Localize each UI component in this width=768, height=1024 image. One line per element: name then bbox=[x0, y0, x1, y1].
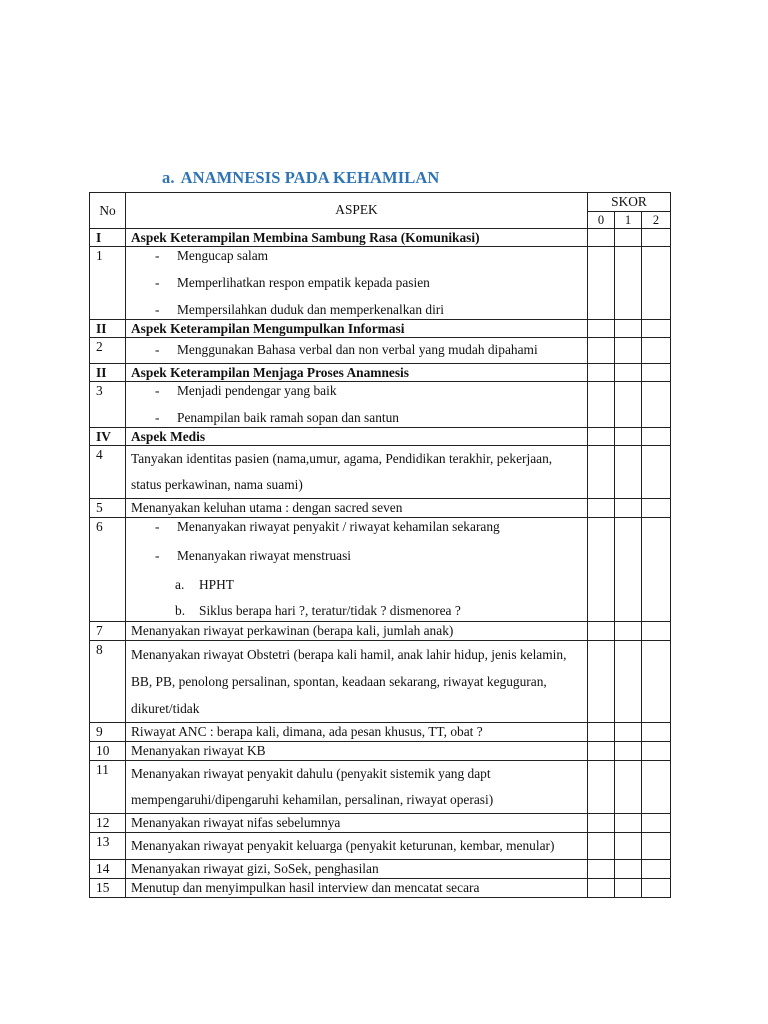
column-header-no: No bbox=[90, 193, 126, 229]
bullet-item: - Penampilan baik ramah sopan dan santun bbox=[131, 409, 582, 427]
row-number: 8 bbox=[90, 641, 126, 723]
row-number: 7 bbox=[90, 622, 126, 641]
score-cell-1[interactable] bbox=[615, 518, 642, 622]
score-cell-1[interactable] bbox=[615, 229, 642, 247]
row-content: Menanyakan riwayat gizi, SoSek, penghasilan bbox=[126, 860, 588, 879]
score-cell-2[interactable] bbox=[642, 338, 671, 364]
table-row bbox=[90, 723, 671, 742]
score-cell-0[interactable] bbox=[588, 814, 615, 833]
row-number: 1 bbox=[90, 247, 126, 320]
score-cell-1[interactable] bbox=[615, 364, 642, 382]
row-number: 9 bbox=[90, 723, 126, 742]
table-row bbox=[90, 879, 671, 898]
row-number: 15 bbox=[90, 879, 126, 898]
score-cell-2[interactable] bbox=[642, 723, 671, 742]
score-cell-1[interactable] bbox=[615, 723, 642, 742]
assessment-table bbox=[89, 192, 671, 898]
score-cell-0[interactable] bbox=[588, 229, 615, 247]
score-cell-1[interactable] bbox=[615, 860, 642, 879]
section-heading bbox=[162, 168, 439, 188]
bullet-item: - Menjadi pendengar yang baik bbox=[131, 382, 582, 400]
score-cell-1[interactable] bbox=[615, 833, 642, 860]
score-cell-2[interactable] bbox=[642, 499, 671, 518]
table-row bbox=[90, 382, 671, 428]
score-cell-1[interactable] bbox=[615, 428, 642, 446]
sub-item-marker: a. bbox=[175, 577, 185, 592]
score-cell-2[interactable] bbox=[642, 446, 671, 499]
score-cell-1[interactable] bbox=[615, 814, 642, 833]
score-cell-1[interactable] bbox=[615, 382, 642, 428]
row-number: 3 bbox=[90, 382, 126, 428]
row-content bbox=[126, 247, 588, 320]
row-content: Menanyakan riwayat perkawinan (berapa kali, jumlah anak) bbox=[126, 622, 588, 641]
section-row bbox=[90, 320, 671, 338]
row-number: 13 bbox=[90, 833, 126, 860]
table-row bbox=[90, 446, 671, 499]
score-cell-1[interactable] bbox=[615, 622, 642, 641]
row-number: 5 bbox=[90, 499, 126, 518]
score-cell-2[interactable] bbox=[642, 622, 671, 641]
score-cell-2[interactable] bbox=[642, 247, 671, 320]
sub-item-text: HPHT bbox=[199, 577, 234, 592]
table-row bbox=[90, 761, 671, 814]
row-content: Menanyakan riwayat KB bbox=[126, 742, 588, 761]
score-cell-0[interactable] bbox=[588, 247, 615, 320]
section-row bbox=[90, 364, 671, 382]
table-row bbox=[90, 641, 671, 723]
score-cell-0[interactable] bbox=[588, 641, 615, 723]
row-content: Menanyakan riwayat penyakit keluarga (penyakit keturunan, kembar, menular) bbox=[126, 833, 588, 860]
row-content: Menanyakan riwayat Obstetri (berapa kali hamil, anak lahir hidup, jenis kelamin, BB, PB, penolong persalinan, spontan, keadaan sekarang, riwayat keguguran, dikuret/tidak bbox=[126, 641, 588, 723]
row-content: Tanyakan identitas pasien (nama,umur, agama, Pendidikan terakhir, pekerjaan, status perkawinan, nama suami) bbox=[126, 446, 588, 499]
sub-item-marker: b. bbox=[175, 603, 186, 618]
score-cell-1[interactable] bbox=[615, 641, 642, 723]
column-header-aspek: ASPEK bbox=[126, 193, 588, 229]
score-cell-1[interactable] bbox=[615, 879, 642, 898]
table-row bbox=[90, 860, 671, 879]
sub-item bbox=[131, 602, 582, 620]
bullet-item: - Mempersilahkan duduk dan memperkenalkan diri bbox=[131, 301, 582, 319]
section-title: ANAMNESIS PADA KEHAMILAN bbox=[180, 168, 440, 187]
score-cell-1[interactable] bbox=[615, 446, 642, 499]
row-number: 12 bbox=[90, 814, 126, 833]
table-row bbox=[90, 499, 671, 518]
score-header-0: 0 bbox=[588, 212, 615, 229]
table-row bbox=[90, 814, 671, 833]
row-number: 4 bbox=[90, 446, 126, 499]
score-cell-2[interactable] bbox=[642, 641, 671, 723]
row-content: Menanyakan keluhan utama : dengan sacred seven bbox=[126, 499, 588, 518]
table-row bbox=[90, 833, 671, 860]
score-cell-0[interactable] bbox=[588, 518, 615, 622]
section-letter: a. bbox=[162, 168, 175, 187]
row-content: Riwayat ANC : berapa kali, dimana, ada pesan khusus, TT, obat ? bbox=[126, 723, 588, 742]
section-row bbox=[90, 229, 671, 247]
bullet-item: - Menanyakan riwayat menstruasi bbox=[131, 547, 582, 565]
section-title: Aspek Medis bbox=[126, 428, 588, 446]
section-title: Aspek Keterampilan Menjaga Proses Anamnesis bbox=[126, 364, 588, 382]
score-cell-0[interactable] bbox=[588, 742, 615, 761]
row-content bbox=[126, 518, 588, 622]
row-number: I bbox=[90, 229, 126, 247]
score-cell-0[interactable] bbox=[588, 622, 615, 641]
row-content: Menanyakan riwayat penyakit dahulu (penyakit sistemik yang dapt mempengaruhi/dipengaruhi kehamilan, persalinan, riwayat operasi) bbox=[126, 761, 588, 814]
row-content bbox=[126, 382, 588, 428]
score-cell-0[interactable] bbox=[588, 499, 615, 518]
score-cell-1[interactable] bbox=[615, 742, 642, 761]
score-cell-0[interactable] bbox=[588, 382, 615, 428]
score-cell-2[interactable] bbox=[642, 742, 671, 761]
bullet-item: - Menggunakan Bahasa verbal dan non verbal yang mudah dipahami bbox=[131, 338, 582, 364]
score-cell-2[interactable] bbox=[642, 320, 671, 338]
score-cell-1[interactable] bbox=[615, 338, 642, 364]
score-cell-0[interactable] bbox=[588, 761, 615, 814]
score-cell-0[interactable] bbox=[588, 320, 615, 338]
table-row bbox=[90, 742, 671, 761]
score-cell-0[interactable] bbox=[588, 723, 615, 742]
score-cell-0[interactable] bbox=[588, 338, 615, 364]
score-cell-1[interactable] bbox=[615, 320, 642, 338]
row-number: 10 bbox=[90, 742, 126, 761]
score-cell-2[interactable] bbox=[642, 761, 671, 814]
row-number: 14 bbox=[90, 860, 126, 879]
table-row bbox=[90, 622, 671, 641]
score-cell-2[interactable] bbox=[642, 879, 671, 898]
score-header-1: 1 bbox=[615, 212, 642, 229]
bullet-item: - Mengucap salam bbox=[131, 247, 582, 265]
section-title: Aspek Keterampilan Membina Sambung Rasa (Komunikasi) bbox=[126, 229, 588, 247]
table-row bbox=[90, 247, 671, 320]
row-number: II bbox=[90, 364, 126, 382]
score-cell-0[interactable] bbox=[588, 364, 615, 382]
row-number: 11 bbox=[90, 761, 126, 814]
row-number: IV bbox=[90, 428, 126, 446]
sub-item-text: Siklus berapa hari ?, teratur/tidak ? dismenorea ? bbox=[199, 603, 461, 618]
table-row bbox=[90, 338, 671, 364]
row-number: II bbox=[90, 320, 126, 338]
row-number: 2 bbox=[90, 338, 126, 364]
bullet-item: - Menanyakan riwayat penyakit / riwayat kehamilan sekarang bbox=[131, 518, 582, 536]
score-cell-2[interactable] bbox=[642, 518, 671, 622]
row-content: Menutup dan menyimpulkan hasil interview dan mencatat secara bbox=[126, 879, 588, 898]
column-header-skor: SKOR bbox=[588, 193, 671, 212]
score-cell-2[interactable] bbox=[642, 428, 671, 446]
score-cell-2[interactable] bbox=[642, 814, 671, 833]
score-cell-2[interactable] bbox=[642, 364, 671, 382]
table-row bbox=[90, 518, 671, 622]
score-cell-1[interactable] bbox=[615, 247, 642, 320]
row-number: 6 bbox=[90, 518, 126, 622]
score-cell-0[interactable] bbox=[588, 833, 615, 860]
row-content bbox=[126, 338, 588, 364]
score-header-2: 2 bbox=[642, 212, 671, 229]
table-header-row bbox=[90, 193, 671, 212]
score-cell-0[interactable] bbox=[588, 860, 615, 879]
score-cell-0[interactable] bbox=[588, 428, 615, 446]
score-cell-0[interactable] bbox=[588, 446, 615, 499]
score-cell-0[interactable] bbox=[588, 879, 615, 898]
row-content: Menanyakan riwayat nifas sebelumnya bbox=[126, 814, 588, 833]
score-cell-2[interactable] bbox=[642, 833, 671, 860]
score-cell-2[interactable] bbox=[642, 382, 671, 428]
score-cell-1[interactable] bbox=[615, 761, 642, 814]
score-cell-2[interactable] bbox=[642, 860, 671, 879]
bullet-item: - Memperlihatkan respon empatik kepada pasien bbox=[131, 274, 582, 292]
score-cell-1[interactable] bbox=[615, 499, 642, 518]
section-row bbox=[90, 428, 671, 446]
section-title: Aspek Keterampilan Mengumpulkan Informasi bbox=[126, 320, 588, 338]
score-cell-2[interactable] bbox=[642, 229, 671, 247]
sub-item bbox=[131, 576, 582, 594]
